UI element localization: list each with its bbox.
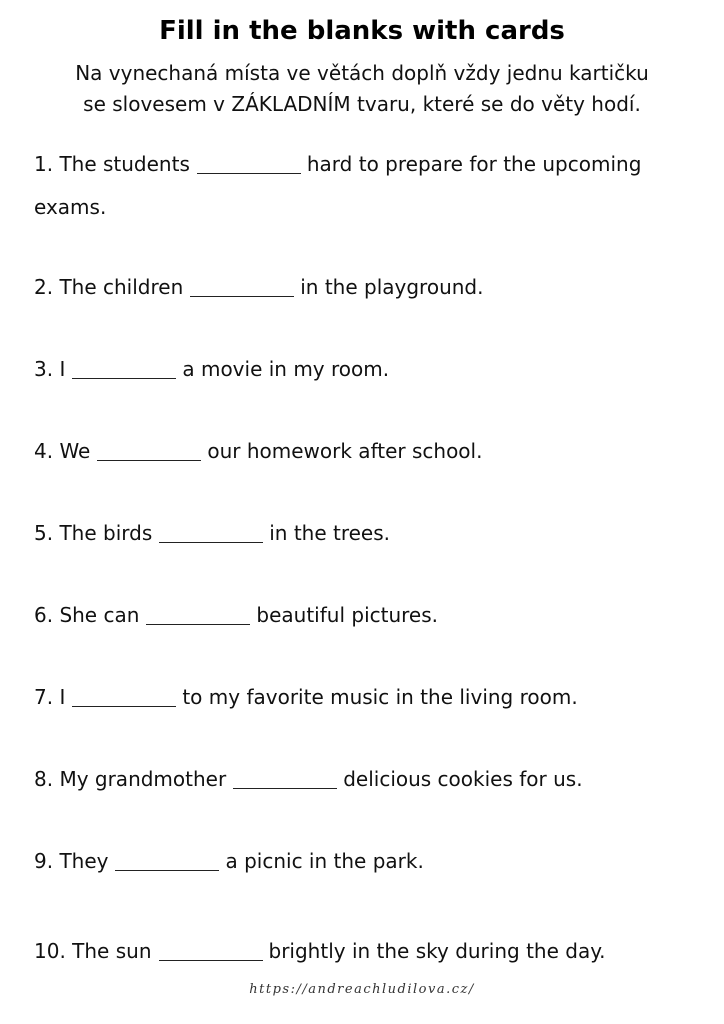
sentence-4	[34, 430, 694, 473]
sentence-9-start: 9. They	[34, 849, 109, 873]
sentence-5	[34, 512, 694, 555]
sentence-10-start: 10. The sun	[34, 939, 152, 963]
sentence-3-end: a movie in my room.	[182, 357, 390, 381]
sentence-3	[34, 348, 694, 391]
sentence-8-blank[interactable]	[233, 768, 337, 789]
sentence-1-end: hard to prepare for the upcoming exams.	[34, 152, 642, 219]
instructions-line-2: se slovesem v ZÁKLADNÍM tvaru, které se do věty hodí.	[83, 92, 641, 116]
sentence-3-blank[interactable]	[72, 358, 176, 379]
sentence-6-start: 6. She can	[34, 603, 140, 627]
sentence-6-blank[interactable]	[146, 604, 250, 625]
sentence-4-end: our homework after school.	[207, 439, 483, 463]
sentence-7-blank[interactable]	[72, 686, 176, 707]
sentence-7	[34, 676, 694, 719]
sentence-7-end: to my favorite music in the living room.	[182, 685, 578, 709]
sentence-9-end: a picnic in the park.	[225, 849, 424, 873]
sentence-10-blank[interactable]	[159, 940, 263, 961]
sentence-8	[34, 758, 694, 801]
sentence-6-end: beautiful pictures.	[256, 603, 438, 627]
sentence-5-blank[interactable]	[159, 522, 263, 543]
sentence-9-blank[interactable]	[115, 850, 219, 871]
sentence-7-start: 7. I	[34, 685, 66, 709]
instructions	[0, 58, 724, 120]
sentence-1-start: 1. The students	[34, 152, 190, 176]
sentence-2-start: 2. The children	[34, 275, 184, 299]
sentence-8-start: 8. My grandmother	[34, 767, 227, 791]
instructions-line-1: Na vynechaná místa ve větách doplň vždy jednu kartičku	[75, 61, 649, 85]
sentence-10-end: brightly in the sky during the day.	[268, 939, 606, 963]
sentence-8-end: delicious cookies for us.	[343, 767, 583, 791]
sentence-4-blank[interactable]	[97, 440, 201, 461]
sentence-6	[34, 594, 694, 637]
sentence-9	[34, 840, 694, 883]
footer-url[interactable]: https://andreachludilova.cz/	[249, 982, 475, 997]
sentence-1	[34, 143, 694, 229]
sentence-1-blank[interactable]	[197, 153, 301, 174]
sentence-2-end: in the playground.	[300, 275, 484, 299]
sentence-5-start: 5. The birds	[34, 521, 153, 545]
sentence-2-blank[interactable]	[190, 276, 294, 297]
sentence-10	[34, 930, 694, 973]
sentence-3-start: 3. I	[34, 357, 66, 381]
sentence-4-start: 4. We	[34, 439, 91, 463]
worksheet-title: Fill in the blanks with cards	[159, 16, 565, 46]
sentence-2	[34, 266, 694, 309]
sentence-5-end: in the trees.	[269, 521, 391, 545]
